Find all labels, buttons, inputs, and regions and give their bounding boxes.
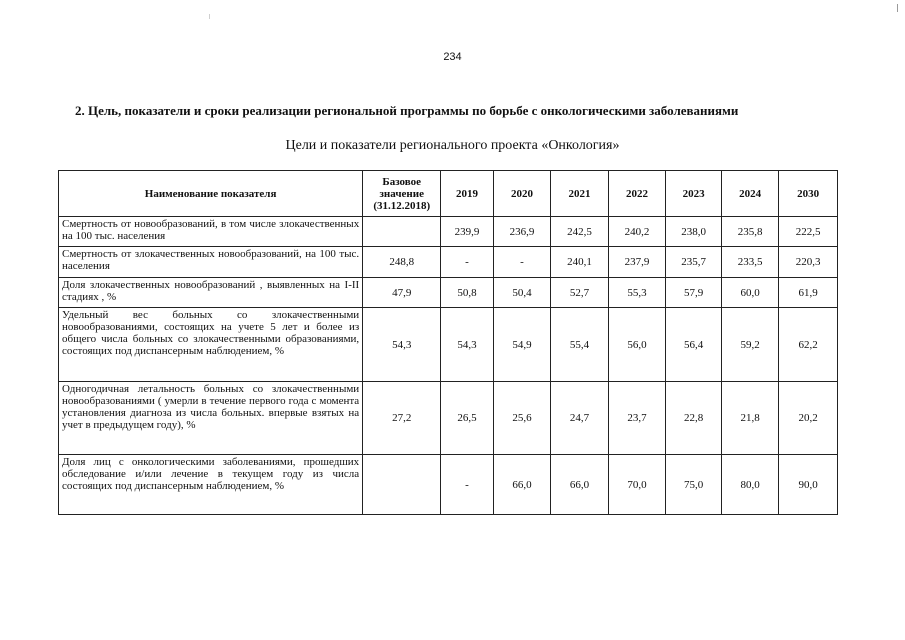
year-value: 60,0 [721, 278, 779, 308]
table-row [59, 217, 838, 247]
table-header-row [59, 171, 838, 217]
header-year: 2019 [441, 171, 493, 217]
base-value [363, 217, 441, 247]
header-year: 2020 [493, 171, 551, 217]
year-value: 239,9 [441, 217, 493, 247]
year-value: 56,0 [608, 308, 666, 382]
year-value: 59,2 [721, 308, 779, 382]
section-heading: 2. Цель, показатели и сроки реализации региональной программы по борьбе с онкологическими заболеваниями [75, 103, 739, 118]
year-value: 240,2 [608, 217, 666, 247]
base-value [363, 455, 441, 515]
year-value: 80,0 [721, 455, 779, 515]
header-year: 2021 [551, 171, 609, 217]
year-value: 55,3 [608, 278, 666, 308]
year-value: 57,9 [666, 278, 721, 308]
indicator-name: Смертность от злокачественных новообразований, на 100 тыс. населения [59, 247, 363, 278]
base-value: 54,3 [363, 308, 441, 382]
scan-mark [209, 14, 210, 19]
year-value: 26,5 [441, 382, 493, 455]
year-value: 23,7 [608, 382, 666, 455]
year-value: 66,0 [551, 455, 609, 515]
year-value: 50,8 [441, 278, 493, 308]
year-value: 21,8 [721, 382, 779, 455]
year-value: 50,4 [493, 278, 551, 308]
header-year: 2024 [721, 171, 779, 217]
table-row [59, 278, 838, 308]
year-value: 240,1 [551, 247, 609, 278]
year-value: 70,0 [608, 455, 666, 515]
header-year: 2030 [779, 171, 838, 217]
year-value: 54,9 [493, 308, 551, 382]
year-value: 61,9 [779, 278, 838, 308]
indicators-table [58, 170, 838, 515]
indicator-name: Смертность от новообразований, в том числе злокачественных на 100 тыс. населения [59, 217, 363, 247]
year-value: 20,2 [779, 382, 838, 455]
table-row [59, 308, 838, 382]
year-value: 237,9 [608, 247, 666, 278]
year-value: 90,0 [779, 455, 838, 515]
page-number: 234 [443, 51, 462, 63]
year-value: 54,3 [441, 308, 493, 382]
table-row [59, 455, 838, 515]
year-value: 62,2 [779, 308, 838, 382]
year-value: 220,3 [779, 247, 838, 278]
year-value: 235,8 [721, 217, 779, 247]
table-row [59, 382, 838, 455]
base-value: 27,2 [363, 382, 441, 455]
year-value: 55,4 [551, 308, 609, 382]
year-value: 236,9 [493, 217, 551, 247]
year-value: 75,0 [666, 455, 721, 515]
header-year: 2023 [666, 171, 721, 217]
base-value: 248,8 [363, 247, 441, 278]
header-indicator-name: Наименование показателя [59, 171, 363, 217]
year-value: - [441, 455, 493, 515]
indicator-name: Доля злокачественных новообразований , выявленных на I-II стадиях , % [59, 278, 363, 308]
table-caption: Цели и показатели регионального проекта «Онкология» [285, 138, 620, 153]
year-value: 22,8 [666, 382, 721, 455]
header-base-value: Базовое значение (31.12.2018) [363, 171, 441, 217]
year-value: 25,6 [493, 382, 551, 455]
table-row [59, 247, 838, 278]
year-value: 238,0 [666, 217, 721, 247]
scan-mark [897, 4, 898, 12]
year-value: - [441, 247, 493, 278]
year-value: 24,7 [551, 382, 609, 455]
indicator-name: Удельный вес больных со злокачественными новообразованиями, состоящих на учете 5 лет и более из общего числа больных со злокачественными образованиями, состоящих под диспансерным наблюдением, % [59, 308, 363, 382]
year-value: 56,4 [666, 308, 721, 382]
year-value: 66,0 [493, 455, 551, 515]
header-year: 2022 [608, 171, 666, 217]
year-value: - [493, 247, 551, 278]
year-value: 233,5 [721, 247, 779, 278]
year-value: 222,5 [779, 217, 838, 247]
year-value: 235,7 [666, 247, 721, 278]
year-value: 242,5 [551, 217, 609, 247]
indicator-name: Одногодичная летальность больных со злокачественными новообразованиями ( умерли в течение первого года с момента установления диагноза из числа больных. впервые взятых на учет в предыдущем году), % [59, 382, 363, 455]
base-value: 47,9 [363, 278, 441, 308]
year-value: 52,7 [551, 278, 609, 308]
indicator-name: Доля лиц с онкологическими заболеваниями, прошедших обследование и/или лечение в текущем году из числа состоящих под диспансерным наблюдением, % [59, 455, 363, 515]
